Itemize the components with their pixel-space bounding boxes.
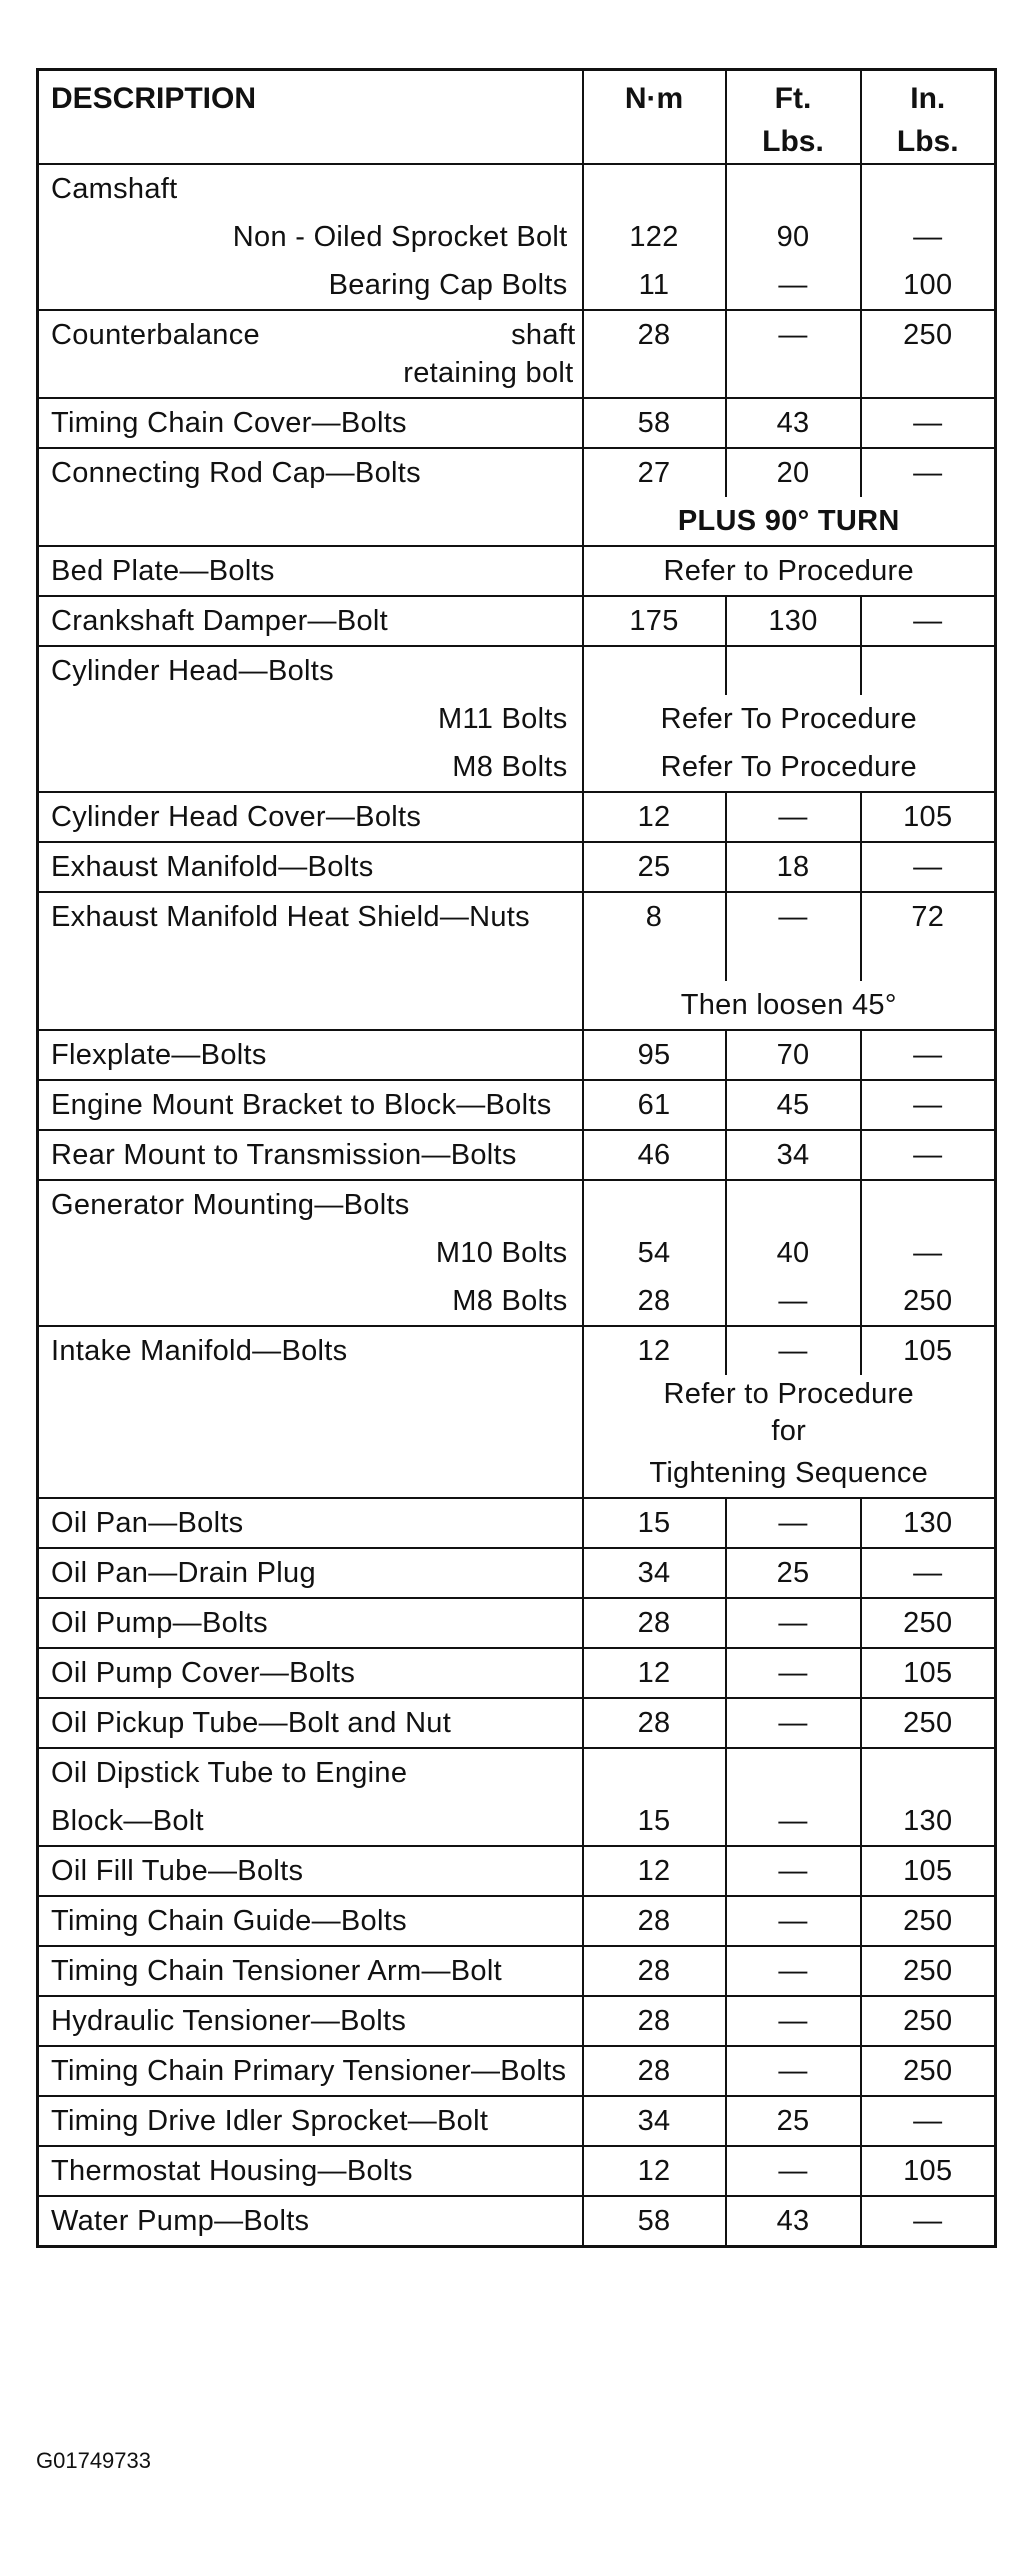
- table-row: [38, 546, 996, 596]
- table-row: [38, 743, 996, 792]
- value-in-lbs: 250: [861, 2046, 996, 2096]
- value-nm: 61: [583, 1080, 726, 1130]
- row-label: M8 Bolts: [452, 751, 568, 783]
- row-group-primary-tensioner: [38, 2046, 996, 2096]
- value-in-lbs: 250: [861, 1996, 996, 2046]
- row-group-oil-pan-drain: [38, 1548, 996, 1598]
- value-in-lbs: 105: [861, 1846, 996, 1896]
- header-ft-lbs: [726, 70, 861, 165]
- table-row: [38, 2146, 996, 2196]
- row-group-oil-pump-cover: [38, 1648, 996, 1698]
- row-group-conn-rod: [38, 448, 996, 546]
- table-row: [38, 1598, 996, 1648]
- value-ft-lbs: —: [726, 1326, 861, 1375]
- value-in-lbs: —: [861, 1229, 996, 1277]
- value-nm: 28: [583, 1996, 726, 2046]
- row-group-thermostat: [38, 2146, 996, 2196]
- value-ft-lbs: 43: [726, 398, 861, 448]
- row-label: Oil Fill Tube—Bolts: [38, 1846, 583, 1896]
- table-row: [38, 1748, 996, 1797]
- table-row: [38, 1498, 996, 1548]
- row-group-intake: [38, 1326, 996, 1498]
- row-label: Block—Bolt: [51, 1805, 204, 1837]
- table-row: [38, 1277, 996, 1326]
- value-nm: 28: [583, 310, 726, 398]
- value-in-lbs: —: [861, 1548, 996, 1598]
- table-row: [38, 1996, 996, 2046]
- table-row: [38, 1180, 996, 1229]
- value-ft-lbs: —: [726, 1896, 861, 1946]
- value-ft-lbs: —: [726, 1277, 861, 1326]
- row-label: Exhaust Manifold Heat Shield—Nuts: [38, 892, 583, 1030]
- value-nm: 12: [583, 792, 726, 842]
- table-row: [38, 2046, 996, 2096]
- value-nm: 11: [583, 261, 726, 310]
- row-group-timing-cover: [38, 398, 996, 448]
- value-ft-lbs: —: [726, 261, 861, 310]
- row-label: Counterbalance shaft retaining bolt: [38, 310, 583, 398]
- row-label: Timing Chain Primary Tensioner—Bolts: [38, 2046, 583, 2096]
- value-in-lbs: 105: [861, 1648, 996, 1698]
- value-nm: 34: [583, 2096, 726, 2146]
- value-ft-lbs: —: [726, 2146, 861, 2196]
- row-group-exhaust-manifold: [38, 842, 996, 892]
- table-row: [38, 1326, 996, 1375]
- row-label: M11 Bolts: [438, 703, 568, 735]
- value-in-lbs: 250: [861, 1698, 996, 1748]
- value-in-lbs: 250: [861, 310, 996, 398]
- value-in-lbs: —: [861, 448, 996, 497]
- row-group-cyl-head-cover: [38, 792, 996, 842]
- value-nm: 12: [583, 1326, 726, 1375]
- value-nm: 12: [583, 1846, 726, 1896]
- value-ft-lbs: 45: [726, 1080, 861, 1130]
- value-ft-lbs: 43: [726, 2196, 861, 2247]
- value-nm: 12: [583, 1648, 726, 1698]
- row-group-generator: [38, 1180, 996, 1326]
- table-row: [38, 1080, 996, 1130]
- row-label: Non - Oiled Sprocket Bolt: [232, 221, 568, 253]
- row-label: Timing Chain Guide—Bolts: [38, 1896, 583, 1946]
- value-in-lbs: —: [861, 2096, 996, 2146]
- row-label: Rear Mount to Transmission—Bolts: [38, 1130, 583, 1180]
- procedure-note: Refer To Procedure: [583, 743, 996, 792]
- value-in-lbs: 250: [861, 1896, 996, 1946]
- table-row: [38, 2096, 996, 2146]
- table-row: [38, 310, 996, 398]
- value-ft-lbs: —: [726, 892, 861, 981]
- row-label: Oil Pan—Bolts: [38, 1498, 583, 1548]
- value-in-lbs: 250: [861, 1598, 996, 1648]
- header-nm: N·m: [583, 70, 726, 165]
- value-in-lbs: —: [861, 398, 996, 448]
- table-row: [38, 596, 996, 646]
- value-ft-lbs: 20: [726, 448, 861, 497]
- row-label: Connecting Rod Cap—Bolts: [38, 448, 583, 546]
- value-nm: 8: [583, 892, 726, 981]
- row-label: Oil Pickup Tube—Bolt and Nut: [38, 1698, 583, 1748]
- value-in-lbs: —: [861, 842, 996, 892]
- table-row: [38, 261, 996, 310]
- value-in-lbs: —: [861, 213, 996, 261]
- row-label: Timing Chain Cover—Bolts: [38, 398, 583, 448]
- value-in-lbs: 100: [861, 261, 996, 310]
- row-group-tensioner-arm: [38, 1946, 996, 1996]
- row-group-oil-pickup: [38, 1698, 996, 1748]
- value-nm: 122: [583, 213, 726, 261]
- value-in-lbs: 105: [861, 2146, 996, 2196]
- row-label: Bed Plate—Bolts: [38, 546, 583, 596]
- table-row: [38, 842, 996, 892]
- value-ft-lbs: 40: [726, 1229, 861, 1277]
- row-label: Thermostat Housing—Bolts: [38, 2146, 583, 2196]
- value-in-lbs: 250: [861, 1277, 996, 1326]
- row-group-engine-mount: [38, 1080, 996, 1130]
- table-row: [38, 448, 996, 497]
- procedure-note: Tightening Sequence: [583, 1449, 996, 1498]
- value-ft-lbs: —: [726, 1598, 861, 1648]
- value-ft-lbs: —: [726, 1996, 861, 2046]
- row-group-flexplate: [38, 1030, 996, 1080]
- value-ft-lbs: —: [726, 1648, 861, 1698]
- value-nm: 12: [583, 2146, 726, 2196]
- value-nm: 28: [583, 1946, 726, 1996]
- row-label: Exhaust Manifold—Bolts: [38, 842, 583, 892]
- table-row: [38, 1946, 996, 1996]
- value-ft-lbs: 130: [726, 596, 861, 646]
- header-in-line1: In.: [910, 82, 946, 115]
- value-ft-lbs: —: [726, 1946, 861, 1996]
- value-in-lbs: —: [861, 1080, 996, 1130]
- row-label: Bearing Cap Bolts: [328, 269, 568, 301]
- row-label: Crankshaft Damper—Bolt: [38, 596, 583, 646]
- row-group-dipstick: [38, 1748, 996, 1846]
- table-row: [38, 892, 996, 981]
- procedure-note: Refer To Procedure: [583, 695, 996, 743]
- value-in-lbs: —: [861, 1030, 996, 1080]
- value-ft-lbs: —: [726, 792, 861, 842]
- table-row: [38, 1648, 996, 1698]
- row-group-water-pump: [38, 2196, 996, 2247]
- header-in-line2: Lbs.: [896, 125, 959, 158]
- row-label: Cylinder Head—Bolts: [38, 646, 583, 695]
- table-row: [38, 1846, 996, 1896]
- row-label: Oil Dipstick Tube to Engine: [38, 1748, 583, 1797]
- figure-code: G01749733: [36, 2448, 151, 2473]
- value-nm: 28: [583, 2046, 726, 2096]
- header-description: DESCRIPTION: [38, 70, 583, 165]
- header-in-lbs: [861, 70, 996, 165]
- table-row: [38, 1548, 996, 1598]
- row-group-cyl-head: [38, 646, 996, 792]
- row-label: Oil Pump—Bolts: [38, 1598, 583, 1648]
- row-label: Timing Chain Tensioner Arm—Bolt: [38, 1946, 583, 1996]
- row-group-chain-guide: [38, 1896, 996, 1946]
- header-row: [38, 70, 996, 165]
- table-row: [38, 646, 996, 695]
- value-in-lbs: 250: [861, 1946, 996, 1996]
- table-row: [38, 1229, 996, 1277]
- value-nm: 34: [583, 1548, 726, 1598]
- row-label: M10 Bolts: [435, 1237, 568, 1269]
- value-in-lbs: 130: [861, 1797, 996, 1846]
- procedure-note: for: [583, 1413, 996, 1449]
- row-group-exhaust-shield: [38, 892, 996, 1030]
- row-group-rear-mount: [38, 1130, 996, 1180]
- header-ft-line2: Lbs.: [762, 125, 824, 158]
- value-ft-lbs: 25: [726, 1548, 861, 1598]
- row-group-counterbalance: [38, 310, 996, 398]
- value-nm: 54: [583, 1229, 726, 1277]
- value-nm: 175: [583, 596, 726, 646]
- table-row: [38, 164, 996, 213]
- value-ft-lbs: —: [726, 1698, 861, 1748]
- value-nm: 15: [583, 1797, 726, 1846]
- row-label: Water Pump—Bolts: [38, 2196, 583, 2247]
- value-ft-lbs: —: [726, 2046, 861, 2096]
- value-nm: 58: [583, 2196, 726, 2247]
- row-label: Flexplate—Bolts: [38, 1030, 583, 1080]
- value-ft-lbs: 18: [726, 842, 861, 892]
- value-nm: 28: [583, 1698, 726, 1748]
- procedure-note: Then loosen 45°: [583, 981, 996, 1030]
- value-ft-lbs: —: [726, 310, 861, 398]
- table-row: [38, 1698, 996, 1748]
- value-ft-lbs: —: [726, 1498, 861, 1548]
- torque-spec-table: [36, 68, 997, 2248]
- value-nm: 28: [583, 1277, 726, 1326]
- row-label: Engine Mount Bracket to Block—Bolts: [38, 1080, 583, 1130]
- header-ft-line1: Ft.: [774, 82, 812, 115]
- row-label: Oil Pan—Drain Plug: [38, 1548, 583, 1598]
- table-row: [38, 1797, 996, 1846]
- row-group-oil-pump: [38, 1598, 996, 1648]
- row-label: Oil Pump Cover—Bolts: [38, 1648, 583, 1698]
- row-group-crank-damper: [38, 596, 996, 646]
- row-group-oil-pan: [38, 1498, 996, 1548]
- value-in-lbs: —: [861, 2196, 996, 2247]
- table-row: [38, 213, 996, 261]
- value-ft-lbs: 34: [726, 1130, 861, 1180]
- value-ft-lbs: 25: [726, 2096, 861, 2146]
- row-group-idler-sprocket: [38, 2096, 996, 2146]
- row-label: M8 Bolts: [452, 1285, 568, 1317]
- table-row: [38, 398, 996, 448]
- row-label: Generator Mounting—Bolts: [38, 1180, 583, 1229]
- value-nm: 58: [583, 398, 726, 448]
- row-label: Cylinder Head Cover—Bolts: [38, 792, 583, 842]
- procedure-note: Refer to Procedure: [583, 1375, 996, 1413]
- procedure-note: Refer to Procedure: [583, 546, 996, 596]
- value-ft-lbs: 70: [726, 1030, 861, 1080]
- table-row: [38, 792, 996, 842]
- value-in-lbs: —: [861, 596, 996, 646]
- table-row: [38, 2196, 996, 2247]
- row-label: Intake Manifold—Bolts: [38, 1326, 583, 1498]
- value-in-lbs: 72: [861, 892, 996, 981]
- value-nm: 28: [583, 1896, 726, 1946]
- table-row: [38, 1130, 996, 1180]
- value-nm: 95: [583, 1030, 726, 1080]
- value-nm: 46: [583, 1130, 726, 1180]
- row-group-bed-plate: [38, 546, 996, 596]
- value-in-lbs: 130: [861, 1498, 996, 1548]
- row-group-oil-fill: [38, 1846, 996, 1896]
- value-ft-lbs: 90: [726, 213, 861, 261]
- table-row: [38, 1896, 996, 1946]
- table-row: [38, 695, 996, 743]
- row-label: Hydraulic Tensioner—Bolts: [38, 1996, 583, 2046]
- value-nm: 25: [583, 842, 726, 892]
- value-ft-lbs: —: [726, 1846, 861, 1896]
- row-label: Timing Drive Idler Sprocket—Bolt: [38, 2096, 583, 2146]
- value-ft-lbs: —: [726, 1797, 861, 1846]
- value-nm: 15: [583, 1498, 726, 1548]
- row-group-camshaft: [38, 164, 996, 310]
- value-nm: 28: [583, 1598, 726, 1648]
- procedure-note: PLUS 90° TURN: [583, 497, 996, 546]
- row-group-hyd-tensioner: [38, 1996, 996, 2046]
- value-in-lbs: 105: [861, 1326, 996, 1375]
- table-row: [38, 1030, 996, 1080]
- value-in-lbs: 105: [861, 792, 996, 842]
- row-label: Camshaft: [38, 164, 583, 213]
- value-nm: 27: [583, 448, 726, 497]
- value-in-lbs: —: [861, 1130, 996, 1180]
